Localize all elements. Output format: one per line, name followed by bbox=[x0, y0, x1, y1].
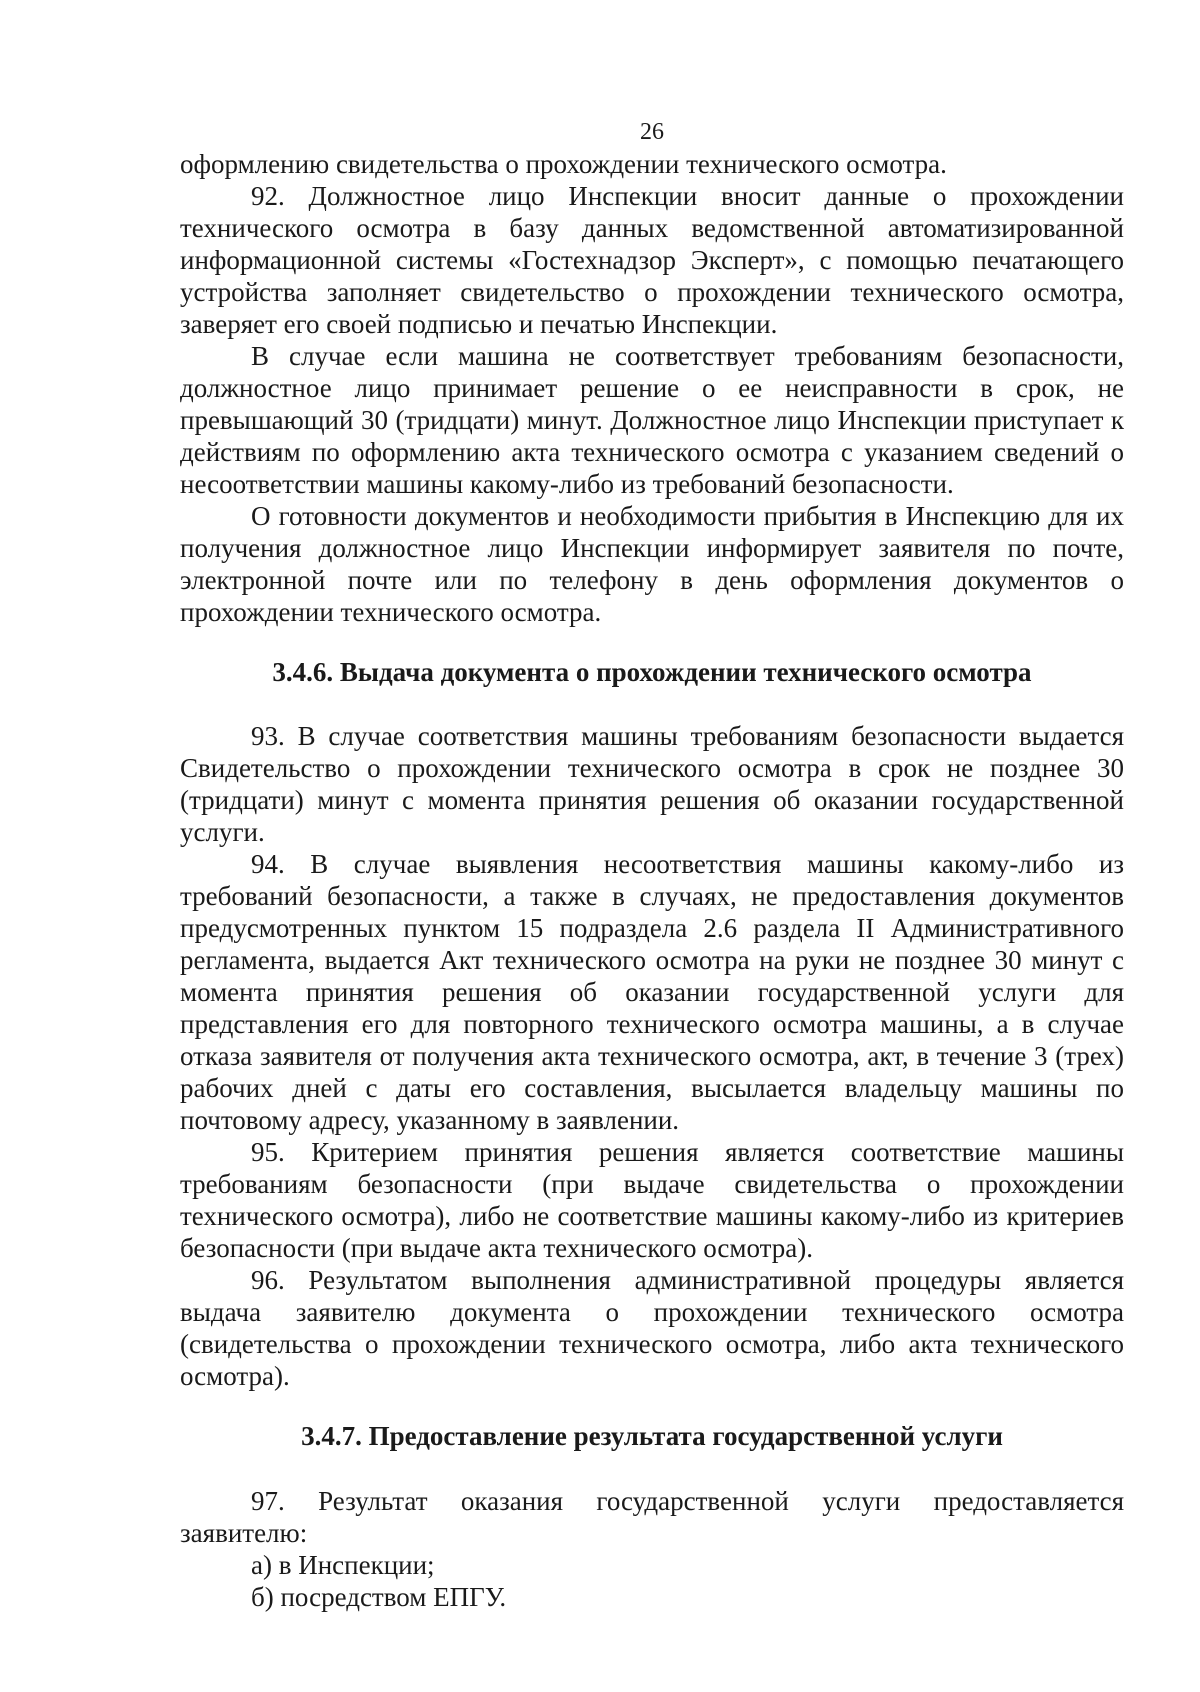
list-item-b: б) посредством ЕПГУ. bbox=[251, 1582, 507, 1612]
list-item-a: а) в Инспекции; bbox=[251, 1550, 435, 1580]
paragraph-94: 94. В случае выявления несоответствия машины какому-либо из требований безопасности, а также в случаях, не предоставления документов предусмотренных пунктом 15 подраздела 2.6 раздела II Административного регламента, выдается Акт технического осмотра на руки не позднее 30 минут с момента принятия решения об оказании государственной услуги для представления его для повторного технического осмотра машины, а в случае отказа заявителя от получения акта технического осмотра, акт, в течение 3 (трех) рабочих дней с даты его составления, высылается владельцу машины по почтовому адресу, указанному в заявлении. bbox=[180, 849, 1124, 1135]
document-body bbox=[180, 148, 1124, 1613]
section-heading-3-4-6: 3.4.6. Выдача документа о прохождении технического осмотра bbox=[272, 657, 1032, 687]
paragraph-95: 95. Критерием принятия решения является соответствие машины требованиям безопасности (при выдаче свидетельства о прохождении технического осмотра), либо не соответствие машины какому-либо из критериев безопасности (при выдаче акта технического осмотра). bbox=[180, 1137, 1124, 1263]
section-heading-3-4-7: 3.4.7. Предоставление результата государственной услуги bbox=[301, 1421, 1003, 1451]
paragraph-92: 92. Должностное лицо Инспекции вносит данные о прохождении технического осмотра в базу данных ведомственной автоматизированной информационной системы «Гостехнадзор Эксперт», с помощью печатающего устройства заполняет свидетельство о прохождении технического осмотра, заверяет его своей подписью и печатью Инспекции. bbox=[180, 181, 1124, 339]
paragraph-92-failure-case: В случае если машина не соответствует требованиям безопасности, должностное лицо принимает решение о ее неисправности в срок, не превышающий 30 (тридцати) минут. Должностное лицо Инспекции приступает к действиям по оформлению акта технического осмотра с указанием сведений о несоответствии машины какому-либо из требований безопасности. bbox=[180, 341, 1124, 499]
paragraph-96: 96. Результатом выполнения административной процедуры является выдача заявителю документа о прохождении технического осмотра (свидетельства о прохождении технического осмотра, либо акта технического осмотра). bbox=[180, 1265, 1124, 1391]
paragraph-93: 93. В случае соответствия машины требованиям безопасности выдается Свидетельство о прохождении технического осмотра в срок не позднее 30 (тридцати) минут с момента принятия решения об оказании государственной услуги. bbox=[180, 721, 1124, 847]
paragraph-92-notification: О готовности документов и необходимости прибытия в Инспекцию для их получения должностное лицо Инспекции информирует заявителя по почте, электронной почте или по телефону в день оформления документов о прохождении технического осмотра. bbox=[180, 501, 1124, 627]
page-number: 26 bbox=[640, 119, 664, 145]
paragraph-continuation: оформлению свидетельства о прохождении технического осмотра. bbox=[180, 149, 947, 179]
paragraph-97: 97. Результат оказания государственной услуги предоставляется заявителю: bbox=[180, 1486, 1124, 1548]
